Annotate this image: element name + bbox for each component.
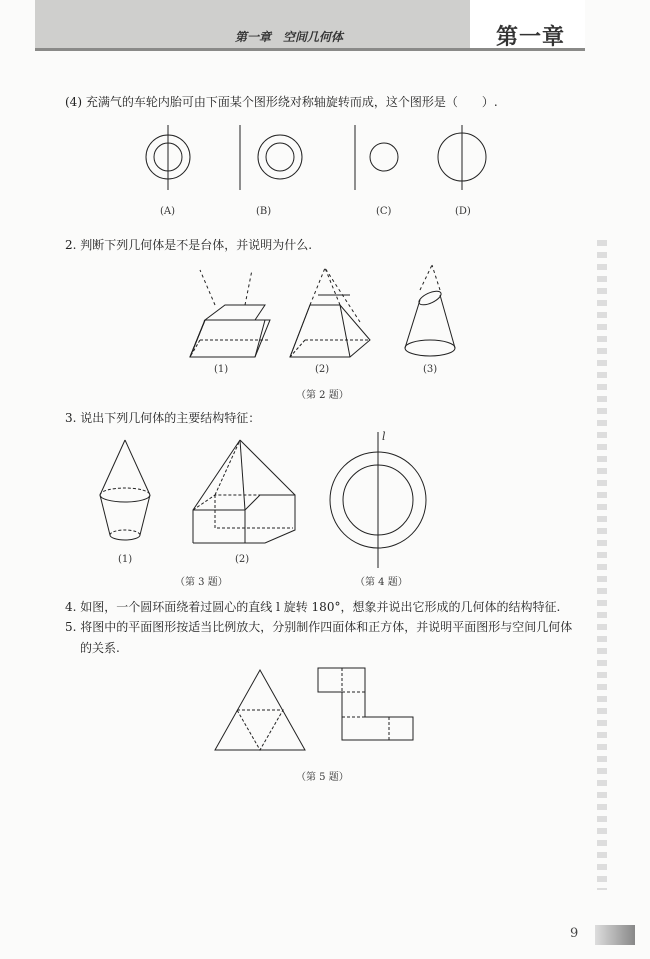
question-5-cont: 的关系. — [80, 641, 120, 655]
fig4-caption: （第 4 题） — [355, 577, 408, 588]
fig2-solid-1 — [190, 270, 270, 357]
fig2-caption: （第 2 题） — [296, 390, 349, 401]
option-b: (B) — [256, 206, 272, 217]
fig2-label-3: (3) — [423, 364, 438, 375]
section-title: 第一章 空间几何体 — [235, 30, 344, 44]
option-a-figure — [146, 125, 190, 190]
fig2-label-2: (2) — [315, 364, 330, 375]
question-4: 4. 如图，一个圆环面绕着过圆心的直线 l 旋转 180°，想象并说出它形成的几何体的结构特征. — [65, 600, 561, 614]
fig5-caption: （第 5 题） — [296, 772, 349, 783]
fig3-solid-2 — [193, 440, 295, 543]
axis-label-l: l — [382, 430, 386, 443]
question-2: 2. 判断下列几何体是不是台体，并说明为什么. — [65, 238, 313, 252]
option-a: (A) — [160, 206, 176, 217]
option-c-figure — [355, 125, 398, 190]
question-3: 3. 说出下列几何体的主要结构特征： — [65, 411, 261, 425]
fig4-annulus — [330, 432, 426, 568]
question-5: 5. 将图中的平面图形按适当比例放大，分别制作四面体和正方体，并说明平面图形与空间几何体 — [65, 620, 573, 634]
fig3-label-1: (1) — [118, 554, 133, 565]
fig5-tetrahedron-net — [215, 670, 305, 750]
fig2-solid-2 — [290, 268, 370, 357]
fig3-caption: （第 3 题） — [175, 577, 228, 588]
fig5-cube-net — [318, 668, 413, 740]
footer-bar — [595, 925, 635, 945]
option-d: (D) — [455, 206, 471, 217]
option-c: (C) — [376, 206, 392, 217]
fig3-label-2: (2) — [235, 554, 250, 565]
option-d-figure — [438, 125, 486, 190]
chapter-label: 第一章 — [496, 25, 566, 50]
question-1-4: (4) 充满气的车轮内胎可由下面某个图形绕对称轴旋转而成，这个图形是（ ）. — [65, 95, 498, 109]
page-number: 9 — [570, 926, 579, 941]
fig2-label-1: (1) — [214, 364, 229, 375]
page-edge-decoration — [597, 240, 607, 890]
fig2-solid-3 — [405, 265, 455, 356]
fig3-solid-1 — [100, 440, 150, 540]
option-b-figure — [240, 125, 302, 190]
